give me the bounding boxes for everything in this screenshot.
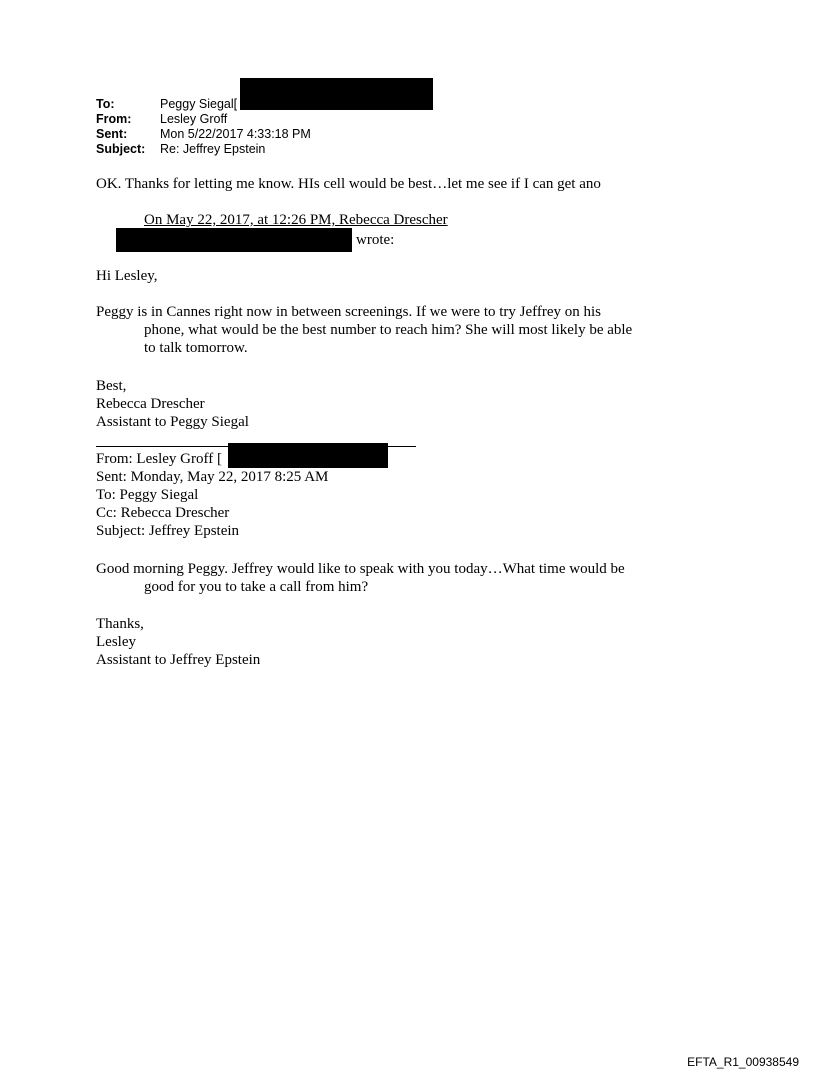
original-body-line1: Good morning Peggy. Jeffrey would like to speak with you today…What time would be xyxy=(96,561,625,577)
from-label: From: xyxy=(96,112,132,126)
quote-signature-name: Rebecca Drescher xyxy=(96,396,205,412)
original-sent: Sent: Monday, May 22, 2017 8:25 AM xyxy=(96,469,329,485)
quote-greeting: Hi Lesley, xyxy=(96,268,158,284)
original-signature-title: Assistant to Jeffrey Epstein xyxy=(96,652,261,668)
redaction-box-attribution xyxy=(116,228,352,252)
original-message-divider xyxy=(96,446,416,447)
quote-signoff: Best, xyxy=(96,378,127,394)
sent-label: Sent: xyxy=(96,127,128,141)
sent-value: Mon 5/22/2017 4:33:18 PM xyxy=(160,127,311,141)
quote-paragraph-line1: Peggy is in Cannes right now in between screenings. If we were to try Jeffrey on his xyxy=(96,304,602,320)
to-label: To: xyxy=(96,97,115,111)
quote-attribution-line1: On May 22, 2017, at 12:26 PM, Rebecca Drescher xyxy=(144,212,448,228)
original-body-line2: good for you to take a call from him? xyxy=(144,579,369,595)
reply-body: OK. Thanks for letting me know. HIs cell would be best…let me see if I can get ano xyxy=(96,176,601,192)
quote-attribution-line2: wrote: xyxy=(356,232,395,248)
original-signoff: Thanks, xyxy=(96,616,144,632)
to-value: Peggy Siegal[ xyxy=(160,97,238,111)
quote-paragraph-line2: phone, what would be the best number to reach him? She will most likely be able xyxy=(144,322,633,338)
original-cc: Cc: Rebecca Drescher xyxy=(96,505,230,521)
original-to: To: Peggy Siegal xyxy=(96,487,199,503)
original-from: From: Lesley Groff [ xyxy=(96,451,222,467)
original-subject: Subject: Jeffrey Epstein xyxy=(96,523,240,539)
subject-value: Re: Jeffrey Epstein xyxy=(160,142,266,156)
bates-number: EFTA_R1_00938549 xyxy=(687,1055,799,1069)
from-value: Lesley Groff xyxy=(160,112,228,126)
subject-label: Subject: xyxy=(96,142,146,156)
redaction-box-to xyxy=(240,78,433,110)
quote-paragraph-line3: to talk tomorrow. xyxy=(144,340,248,356)
original-signature-name: Lesley xyxy=(96,634,136,650)
quote-signature-title: Assistant to Peggy Siegal xyxy=(96,414,249,430)
